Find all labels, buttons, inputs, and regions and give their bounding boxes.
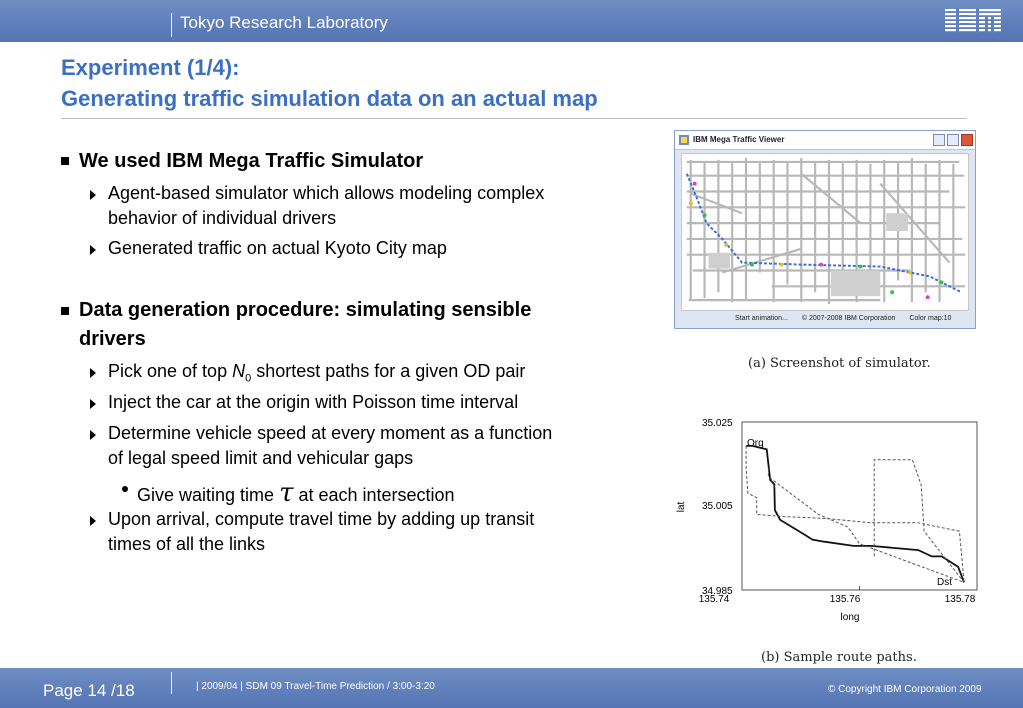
bullet-procedure-2: drivers: [79, 328, 146, 350]
bullet-arrow-icon: [90, 368, 96, 378]
minimize-icon[interactable]: [933, 134, 945, 146]
window-title: IBM Mega Traffic Viewer: [693, 135, 785, 144]
plot-frame: [742, 422, 977, 590]
bullet-procedure-1: Data generation procedure: simulating sensible: [79, 299, 532, 321]
figure-a-caption: (a) Screenshot of simulator.: [748, 356, 931, 371]
status-colormap: Color map:10: [909, 315, 952, 322]
bullet-arrival-1: Upon arrival, compute travel time by adding up transit: [108, 509, 535, 529]
bullet-arrow-icon: [90, 190, 96, 200]
bullet-dot-icon: [122, 486, 128, 492]
text-run: at each intersection: [293, 485, 455, 505]
maximize-icon[interactable]: [947, 134, 959, 146]
bullet-shortest-paths: [108, 361, 525, 385]
bullet-arrow-icon: [90, 245, 96, 255]
route-paths-chart: [672, 410, 990, 624]
bullet-waiting-time: [137, 478, 455, 508]
app-icon: [679, 135, 689, 145]
window-titlebar: [675, 131, 975, 150]
route-path-3: [874, 460, 964, 583]
tau-symbol: τ: [279, 478, 294, 508]
status-copyright: © 2007-2008 IBM Corporation: [801, 315, 896, 322]
bullet-speed-1: Determine vehicle speed at every moment as a function: [108, 423, 553, 443]
status-left: Start animation...: [735, 315, 788, 322]
bullet-arrival-2: times of all the links: [108, 534, 266, 554]
bullet-square-icon: [61, 157, 69, 165]
title-divider: [61, 118, 967, 119]
status-bar: [735, 315, 951, 322]
bullet-agent-based-1: Agent-based simulator which allows modeling complex: [108, 183, 545, 203]
bullet-kyoto-map: Generated traffic on actual Kyoto City map: [108, 238, 447, 258]
x-tick-3: 135.78: [944, 594, 976, 605]
route-path-1: [746, 446, 964, 583]
route-path-4: [768, 468, 964, 582]
y-tick-3: 34.985: [702, 586, 733, 597]
header-bar: [0, 0, 1023, 42]
footer-copyright: © Copyright IBM Corporation 2009: [828, 684, 982, 695]
origin-label: Org: [747, 438, 764, 449]
footer-info: | 2009/04 | SDM 09 Travel-Time Prediction / 3:00-3:20: [196, 681, 435, 692]
x-tick-2: 135.76: [829, 594, 861, 605]
y-tick-2: 35.005: [702, 501, 733, 512]
subscript-zero: 0: [245, 372, 252, 385]
slide-title-line2: Generating traffic simulation data on an actual map: [61, 86, 598, 111]
ibm-logo-icon: [945, 8, 1001, 33]
bullet-arrow-icon: [90, 399, 96, 409]
bullet-poisson: Inject the car at the origin with Poisson time interval: [108, 392, 519, 412]
bullet-arrow-icon: [90, 430, 96, 440]
slide-title-line1: Experiment (1/4):: [61, 55, 240, 80]
bullet-speed-2: of legal speed limit and vehicular gaps: [108, 448, 414, 468]
bullet-arrow-icon: [90, 516, 96, 526]
x-tick-1: 135.74: [698, 594, 730, 605]
route-path-2: [746, 446, 964, 583]
text-run: Give waiting time: [137, 485, 280, 505]
lab-name: Tokyo Research Laboratory: [180, 13, 388, 32]
bullet-simulator: We used IBM Mega Traffic Simulator: [79, 150, 424, 172]
header-divider: [171, 13, 172, 37]
kyoto-road-map: [681, 153, 969, 311]
page-number: Page 14 /18: [43, 681, 135, 700]
bullet-agent-based-2: behavior of individual drivers: [108, 208, 337, 228]
close-icon[interactable]: [961, 134, 973, 146]
y-tick-1: 35.025: [702, 418, 733, 429]
variable-n: N: [232, 361, 246, 381]
text-run: Pick one of top: [108, 361, 233, 381]
bullet-square-icon: [61, 307, 69, 315]
footer-bar: [0, 668, 1023, 708]
x-axis-label: long: [840, 612, 860, 623]
text-run: shortest paths for a given OD pair: [251, 361, 526, 381]
destination-label: Dst: [937, 577, 952, 588]
simulator-screenshot: [674, 130, 976, 329]
y-axis-label: lat: [676, 501, 687, 513]
figure-b-caption: (b) Sample route paths.: [761, 650, 917, 665]
footer-divider: [171, 672, 172, 694]
